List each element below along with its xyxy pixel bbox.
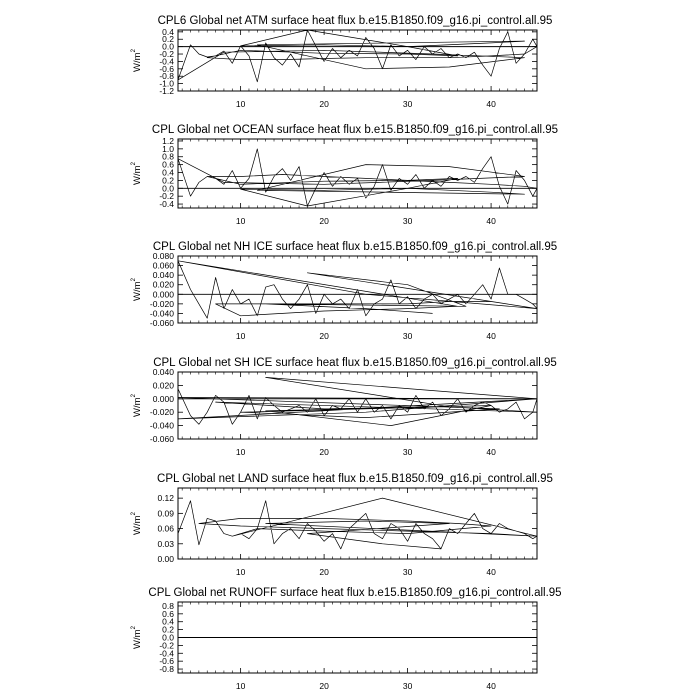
x-tick-label: 40	[486, 99, 496, 109]
chart-panel-2	[131, 124, 558, 226]
y-tick-label: 0.060	[152, 260, 174, 271]
x-tick-label: 40	[486, 567, 496, 577]
chart-title: CPL Global net OCEAN surface heat flux b.e15.B1850.f09_g16.pi_control.all.95	[151, 124, 559, 136]
x-tick-label: 30	[402, 681, 413, 691]
x-tick-label: 20	[319, 567, 329, 577]
y-tick-label: 0.6	[162, 608, 174, 619]
y-tick-label: 0.040	[152, 367, 174, 377]
y-tick-label: -0.2	[159, 49, 174, 60]
y-tick-label: -0.6	[159, 656, 174, 667]
series-line	[178, 261, 537, 318]
y-tick-label: 0.0	[162, 183, 174, 194]
x-tick-label: 20	[319, 99, 329, 109]
x-tick-label: 20	[319, 216, 329, 226]
y-tick-label: 0.2	[162, 175, 174, 186]
chart-title: CPL Global net NH ICE surface heat flux b.e15.B1850.f09_g16.pi_control.all.95	[152, 241, 558, 253]
y-tick-label: 0.020	[152, 380, 174, 391]
x-tick-label: 30	[402, 99, 413, 109]
x-tick-label: 40	[486, 216, 496, 226]
y-tick-label: -0.060	[149, 434, 174, 444]
x-tick-label: 40	[486, 681, 496, 691]
y-tick-label: -0.6	[159, 63, 174, 74]
y-tick-label: 0.8	[162, 600, 174, 611]
y-axis-label-sup: 2	[131, 49, 137, 53]
x-tick-label: 30	[402, 567, 413, 577]
y-axis-label	[131, 48, 143, 72]
series-line	[178, 30, 537, 82]
y-tick-label: -0.060	[149, 318, 174, 328]
y-tick-label: -0.2	[159, 191, 174, 202]
y-axis-label-sup: 2	[131, 626, 137, 630]
x-tick-label: 10	[235, 567, 246, 577]
x-tick-label: 40	[486, 331, 496, 341]
y-tick-label: -0.040	[149, 420, 174, 431]
chart-title: CPL Global net RUNOFF surface heat flux b.e15.B1850.f09_g16.pi_control.all.95	[148, 587, 562, 599]
x-tick-label: 10	[235, 447, 246, 457]
chart-title: CPL Global net SH ICE surface heat flux b.e15.B1850.f09_g16.pi_control.all.95	[153, 357, 557, 369]
plot-frame	[178, 139, 537, 208]
x-tick-label: 30	[402, 216, 413, 226]
chart-panel-6	[131, 587, 562, 691]
y-tick-label: 0.09	[157, 508, 174, 519]
x-tick-label: 10	[235, 99, 246, 109]
y-tick-label: 0.2	[162, 34, 174, 45]
y-axis-label-text: W/m	[132, 629, 143, 649]
plot-frame	[178, 488, 537, 559]
y-tick-label: 0.8	[162, 151, 174, 162]
x-tick-label: 10	[235, 681, 246, 691]
chart-panel-5	[131, 473, 553, 577]
y-axis-label-text: W/m	[132, 397, 143, 417]
y-tick-label: 0.0	[162, 632, 174, 643]
y-tick-label: -0.4	[159, 648, 174, 659]
series-line	[178, 498, 537, 549]
series-line	[178, 149, 537, 206]
chart-panel-4	[131, 357, 557, 457]
y-tick-label: 0.00	[157, 554, 174, 564]
y-tick-label: -1.2	[159, 86, 174, 96]
chart-panel-1	[131, 15, 552, 109]
y-tick-label: 0.12	[157, 493, 174, 504]
y-tick-label: 0.4	[162, 26, 174, 37]
x-tick-label: 30	[402, 331, 413, 341]
y-tick-label: -0.2	[159, 640, 174, 651]
x-tick-label: 40	[486, 447, 496, 457]
y-axis-label-text: W/m	[132, 281, 143, 301]
y-axis-label-text: W/m	[132, 515, 143, 535]
y-tick-label: 1.2	[162, 135, 174, 146]
y-tick-label: 0.2	[162, 624, 174, 635]
plot-frame	[178, 30, 537, 91]
x-tick-label: 30	[402, 447, 413, 457]
y-axis-label	[131, 625, 143, 649]
y-tick-label: -0.040	[149, 308, 174, 319]
y-axis-label	[131, 161, 143, 185]
y-tick-label: 0.06	[157, 523, 174, 534]
x-tick-label: 20	[319, 447, 329, 457]
y-axis-label-text: W/m	[132, 52, 143, 72]
y-tick-label: -0.8	[159, 664, 174, 675]
y-axis-label-sup: 2	[131, 512, 137, 516]
x-tick-label: 20	[319, 331, 329, 341]
y-tick-label: 0.020	[152, 279, 174, 290]
y-axis-label	[131, 277, 143, 301]
y-tick-label: 0.040	[152, 270, 174, 281]
y-tick-label: -0.020	[149, 298, 174, 309]
y-tick-label: 0.000	[152, 393, 174, 404]
y-axis-label-text: W/m	[132, 165, 143, 185]
y-axis-label-sup: 2	[131, 394, 137, 398]
y-tick-label: 1.0	[162, 143, 174, 154]
chart-title: CPL Global net LAND surface heat flux b.e15.B1850.f09_g16.pi_control.all.95	[157, 473, 553, 485]
chart-panel-3	[131, 241, 557, 341]
y-tick-label: 0.03	[157, 538, 174, 549]
y-tick-label: -0.8	[159, 71, 174, 82]
y-tick-label: -0.020	[149, 407, 174, 418]
y-tick-label: -0.4	[159, 199, 174, 210]
y-tick-label: -1.0	[159, 78, 174, 89]
x-tick-label: 10	[235, 331, 246, 341]
x-tick-label: 10	[235, 216, 246, 226]
series-line	[178, 377, 537, 425]
y-tick-label: 0.0	[162, 41, 174, 52]
x-tick-label: 20	[319, 681, 329, 691]
y-axis-label-sup: 2	[131, 162, 137, 166]
y-axis-label	[131, 393, 143, 417]
y-tick-label: -0.4	[159, 56, 174, 67]
chart-title: CPL6 Global net ATM surface heat flux b.e15.B1850.f09_g16.pi_control.all.95	[157, 15, 553, 27]
y-tick-label: 0.6	[162, 159, 174, 170]
y-tick-label: 0.000	[152, 289, 174, 300]
y-tick-label: 0.4	[162, 167, 174, 178]
y-axis-label	[131, 511, 143, 535]
y-tick-label: 0.4	[162, 616, 174, 627]
y-axis-label-sup: 2	[131, 278, 137, 282]
y-tick-label: 0.080	[152, 251, 174, 261]
